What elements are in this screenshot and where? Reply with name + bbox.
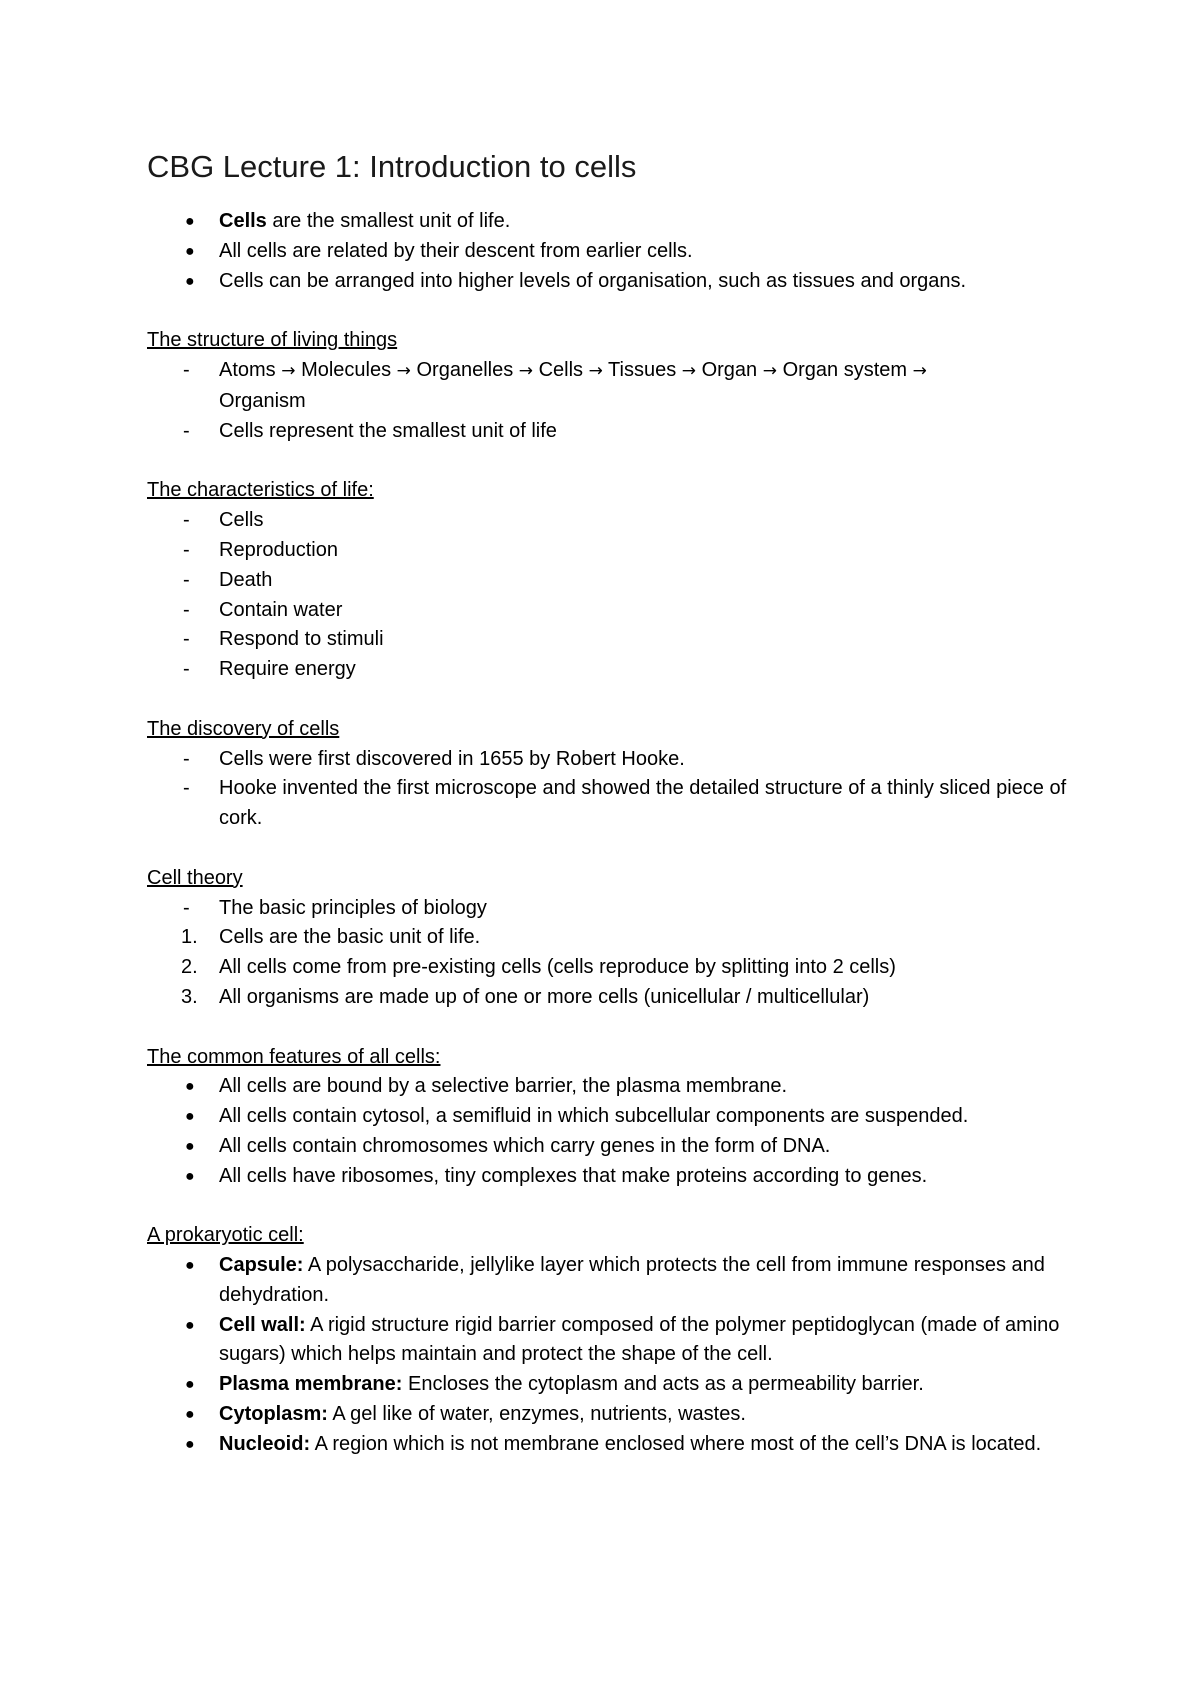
list-item [147, 774, 1080, 834]
item-text: Reproduction [219, 538, 338, 561]
dash-icon [183, 536, 213, 566]
item-text: Require energy [219, 658, 356, 681]
dash-icon [183, 417, 213, 447]
list-item [147, 1311, 1080, 1371]
dash-icon [183, 894, 213, 924]
list-item [147, 894, 1080, 924]
hierarchy-level: Tissues [608, 359, 677, 382]
bold-term: Nucleoid: [219, 1432, 311, 1455]
list-item [147, 267, 1080, 297]
bullet-icon [185, 1370, 215, 1400]
bold-term: Cell wall: [219, 1313, 306, 1336]
item-text: All cells have ribosomes, tiny complexes that make proteins according to genes. [219, 1164, 928, 1187]
item-text: Encloses the cytoplasm and acts as a permeability barrier. [402, 1373, 924, 1396]
bullet-icon [185, 1430, 215, 1460]
list-item [147, 745, 1080, 775]
bold-term: Cytoplasm: [219, 1403, 328, 1426]
item-text: All organisms are made up of one or more cells (unicellular / multicellular) [219, 985, 870, 1008]
list-item [147, 536, 1080, 566]
item-text: Contain water [219, 598, 343, 621]
characteristics-list [147, 506, 1080, 685]
item-text: Hooke invented the first microscope and showed the detailed structure of a thinly sliced piece of cork. [219, 777, 1067, 830]
list-item [147, 1400, 1080, 1430]
section-heading-cell-theory: Cell theory [147, 866, 243, 889]
hierarchy-level: Organism [219, 389, 306, 412]
discovery-list [147, 745, 1080, 834]
list-item [147, 1072, 1080, 1102]
structure-list [147, 356, 1080, 446]
list-item [147, 1162, 1080, 1192]
dash-icon [183, 506, 213, 536]
item-text: A gel like of water, enzymes, nutrients, wastes. [327, 1403, 746, 1426]
arrow-right-icon: → [518, 361, 534, 382]
list-item [147, 1370, 1080, 1400]
prokaryotic-list [147, 1251, 1080, 1460]
bold-term: Capsule: [219, 1254, 304, 1277]
bullet-icon [185, 1251, 215, 1281]
list-item [147, 417, 1080, 447]
list-item [147, 655, 1080, 685]
list-item [147, 506, 1080, 536]
hierarchy-level: Atoms [219, 359, 276, 382]
dash-icon [183, 596, 213, 626]
bullet-icon [185, 1400, 215, 1430]
item-text: All cells are bound by a selective barrier, the plasma membrane. [219, 1075, 788, 1098]
bullet-icon [185, 267, 215, 297]
list-item [147, 1102, 1080, 1132]
dash-icon [183, 566, 213, 596]
item-text: All cells contain chromosomes which carry genes in the form of DNA. [219, 1134, 831, 1157]
item-text: The basic principles of biology [219, 896, 487, 919]
list-item [147, 1132, 1080, 1162]
bullet-icon [185, 1311, 215, 1341]
item-text: A rigid structure rigid barrier composed of the polymer peptidoglycan (made of amino sugars) which helps maintain and protect the shape of the cell. [219, 1313, 1060, 1366]
item-text: All cells contain cytosol, a semifluid in which subcellular components are suspended. [219, 1105, 969, 1128]
hierarchy-chain [219, 359, 927, 412]
item-text: Cells [219, 509, 264, 532]
bullet-icon [185, 1072, 215, 1102]
dash-icon [183, 356, 213, 386]
list-item [147, 1251, 1080, 1311]
dash-icon [183, 625, 213, 655]
bullet-icon [185, 1102, 215, 1132]
dash-icon [183, 655, 213, 685]
item-text: Cells are the basic unit of life. [219, 926, 481, 949]
item-text: Respond to stimuli [219, 628, 384, 651]
list-number: 1. [181, 926, 198, 949]
cell-theory-numbered-list [147, 923, 1080, 1012]
bullet-icon [185, 1132, 215, 1162]
intro-bullet-list [147, 207, 1080, 296]
hierarchy-level: Organ [701, 359, 758, 382]
list-item [147, 983, 1080, 1013]
arrow-right-icon: → [281, 361, 296, 382]
list-number: 3. [181, 985, 198, 1008]
list-item [147, 566, 1080, 596]
arrow-right-icon: → [588, 361, 603, 382]
item-text: Death [219, 568, 273, 591]
arrow-right-icon: → [912, 361, 927, 382]
common-features-list [147, 1072, 1080, 1191]
bold-term: Cells [219, 210, 267, 233]
section-heading-discovery: The discovery of cells [147, 717, 340, 740]
item-text: Cells represent the smallest unit of life [219, 419, 557, 442]
arrow-right-icon: → [762, 361, 777, 382]
bullet-icon [185, 1162, 215, 1192]
arrow-right-icon: → [396, 361, 411, 382]
item-text: are the smallest unit of life. [266, 210, 511, 233]
item-text: All cells are related by their descent from earlier cells. [219, 239, 693, 262]
section-heading-common-features: The common features of all cells: [147, 1045, 441, 1068]
item-text: A polysaccharide, jellylike layer which protects the cell from immune responses and dehydration. [219, 1254, 1045, 1306]
section-heading-structure: The structure of living things [147, 329, 398, 352]
item-text: All cells come from pre-existing cells (cells reproduce by splitting into 2 cells) [219, 956, 896, 979]
bullet-icon [185, 237, 215, 267]
list-item [147, 953, 1080, 983]
hierarchy-level: Molecules [301, 359, 392, 382]
list-item [147, 923, 1080, 953]
dash-icon [183, 774, 213, 804]
section-heading-characteristics: The characteristics of life: [147, 479, 374, 502]
page-title: CBG Lecture 1: Introduction to cells [147, 149, 637, 184]
item-text: A region which is not membrane enclosed where most of the cell’s DNA is located. [310, 1432, 1042, 1455]
list-item [147, 1430, 1080, 1460]
section-heading-prokaryotic: A prokaryotic cell: [147, 1224, 304, 1247]
list-item [147, 625, 1080, 655]
list-item [147, 596, 1080, 626]
hierarchy-level: Cells [538, 359, 584, 382]
item-text: Cells were first discovered in 1655 by Robert Hooke. [219, 747, 685, 770]
bold-term: Plasma membrane: [219, 1373, 403, 1396]
hierarchy-level: Organ system [782, 359, 908, 382]
list-item [147, 207, 1080, 237]
list-item [147, 237, 1080, 267]
item-text: Cells can be arranged into higher levels of organisation, such as tissues and organs. [219, 269, 967, 292]
hierarchy-level: Organelles [416, 359, 514, 382]
dash-icon [183, 745, 213, 775]
arrow-right-icon: → [681, 361, 697, 382]
list-item [147, 356, 1080, 417]
cell-theory-intro-list [147, 894, 1080, 924]
list-number: 2. [181, 956, 198, 979]
bullet-icon [185, 207, 215, 237]
